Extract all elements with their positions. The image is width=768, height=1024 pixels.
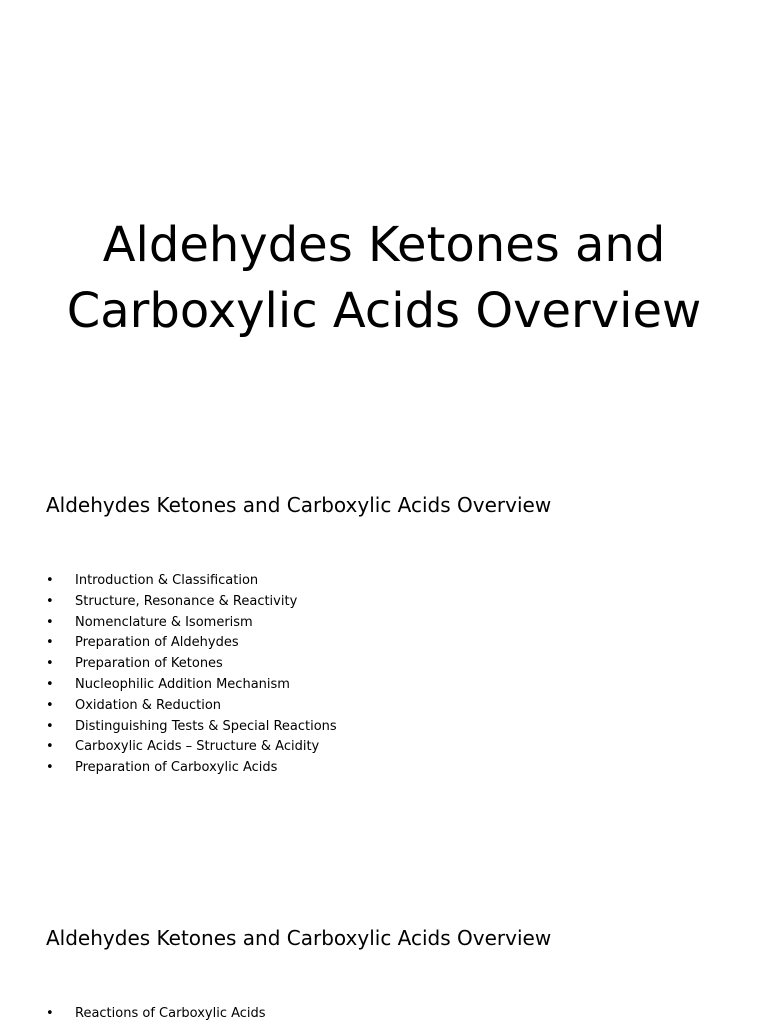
- slide-2-bullet-list: [46, 1004, 266, 1024]
- title-line-2: Carboxylic Acids Overview: [66, 283, 702, 340]
- bullet-icon: •: [46, 697, 54, 713]
- list-item: [46, 1004, 266, 1024]
- list-item-text: Nucleophilic Addition Mechanism: [75, 676, 290, 692]
- list-item: [46, 675, 337, 696]
- title-line-1: Aldehydes Ketones and: [102, 217, 666, 274]
- slide-1-bullet-list: [46, 571, 337, 779]
- bullet-icon: •: [46, 676, 54, 692]
- list-item-text: Preparation of Ketones: [75, 656, 223, 672]
- list-item: [46, 737, 337, 758]
- slide-2-heading: Aldehydes Ketones and Carboxylic Acids Overview: [46, 926, 552, 950]
- bullet-icon: •: [46, 656, 54, 672]
- list-item-text: Reactions of Carboxylic Acids: [75, 1006, 266, 1021]
- list-item: [46, 571, 337, 592]
- bullet-icon: •: [46, 593, 54, 609]
- list-item-text: Distinguishing Tests & Special Reactions: [75, 718, 337, 734]
- list-item: [46, 592, 337, 613]
- bullet-icon: •: [46, 760, 54, 776]
- list-item: [46, 696, 337, 717]
- bullet-icon: •: [46, 718, 54, 734]
- list-item-text: Introduction & Classification: [75, 573, 259, 588]
- bullet-icon: •: [46, 635, 54, 651]
- title-slide-heading: [0, 212, 768, 344]
- list-item: [46, 654, 337, 675]
- list-item-text: Preparation of Carboxylic Acids: [75, 760, 278, 776]
- bullet-icon: •: [46, 573, 54, 588]
- list-item: [46, 758, 337, 779]
- bullet-icon: •: [46, 614, 54, 630]
- list-item-text: Structure, Resonance & Reactivity: [75, 593, 298, 609]
- list-item-text: Oxidation & Reduction: [75, 697, 222, 713]
- bullet-icon: •: [46, 1006, 54, 1021]
- list-item-text: Preparation of Aldehydes: [75, 635, 239, 651]
- list-item-text: Nomenclature & Isomerism: [75, 614, 253, 630]
- list-item: [46, 717, 337, 738]
- list-item: [46, 633, 337, 654]
- list-item-text: Carboxylic Acids – Structure & Acidity: [75, 739, 320, 755]
- bullet-icon: •: [46, 739, 54, 755]
- slide-1-heading: Aldehydes Ketones and Carboxylic Acids Overview: [46, 493, 552, 517]
- list-item: [46, 613, 337, 634]
